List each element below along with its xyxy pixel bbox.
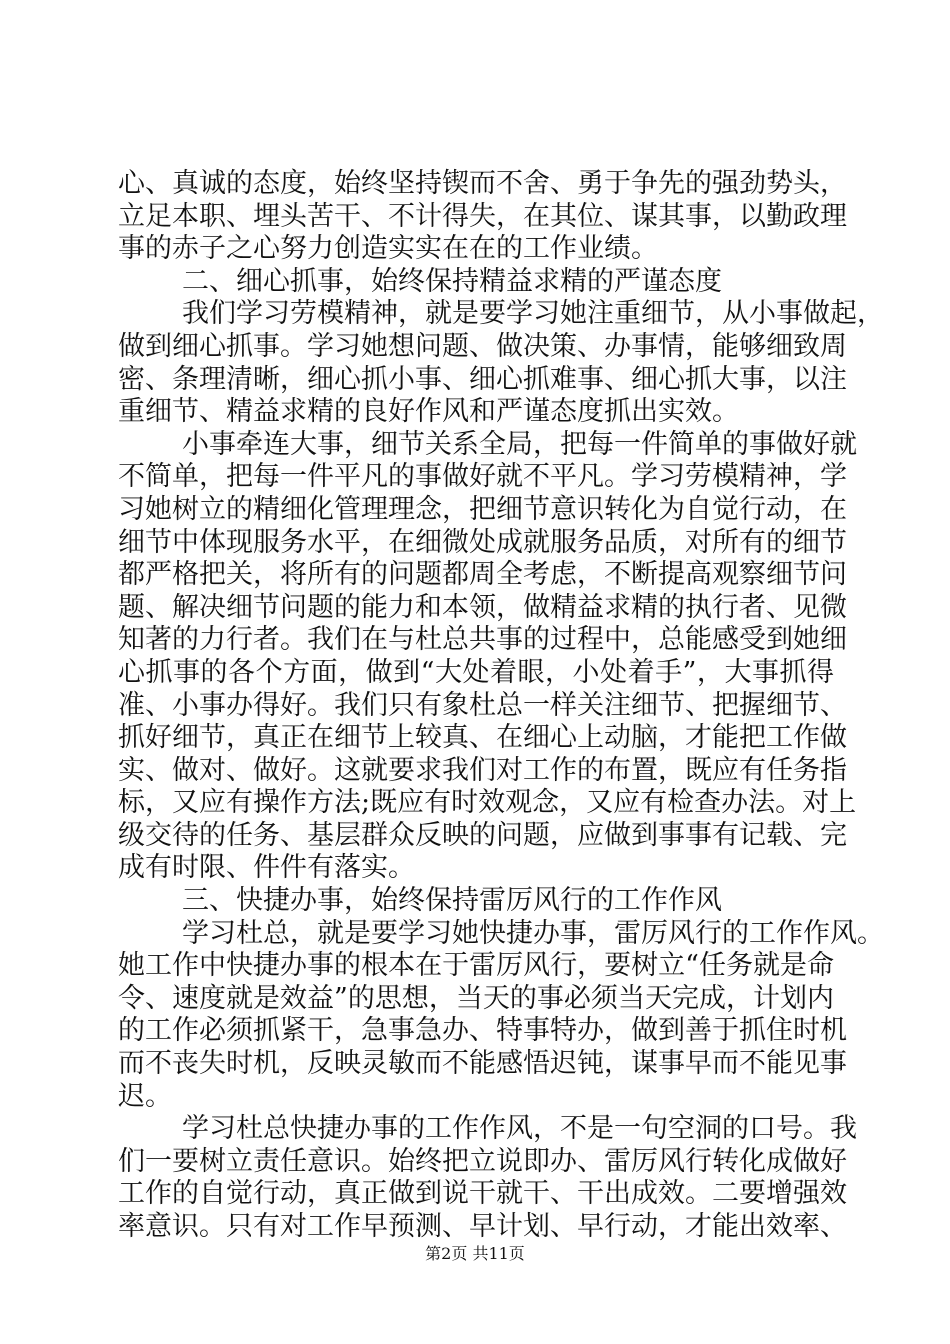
- text-line: 密、条理清晰，细心抓小事、细心抓难事、细心抓大事，以注: [118, 363, 847, 395]
- body-text: [118, 168, 884, 1244]
- text-line: 题、解决细节问题的能力和本领，做精益求精的执行者、见微: [118, 591, 847, 623]
- text-line: 我们学习劳模精神，就是要学习她注重细节，从小事做起，: [182, 298, 884, 330]
- text-line: 的工作必须抓紧干，急事急办、特事特办，做到善于抓住时机: [118, 1015, 847, 1047]
- text-line: 级交待的任务、基层群众反映的问题，应做到事事有记载、完: [118, 819, 847, 851]
- text-line: 心抓事的各个方面，做到“大处着眼，小处着手”，大事抓得: [118, 656, 834, 688]
- text-line: 她工作中快捷办事的根本在于雷厉风行，要树立“任务就是命: [118, 950, 834, 982]
- text-line: 工作的自觉行动，真正做到说干就干、干出成效。二要增强效: [118, 1178, 847, 1210]
- text-line: 学习杜总，就是要学习她快捷办事，雷厉风行的工作作风。: [182, 917, 884, 949]
- text-line: 成有时限、件件有落实。: [118, 852, 415, 884]
- text-line: 二、细心抓事，始终保持精益求精的严谨态度: [182, 265, 722, 297]
- text-line: 都严格把关，将所有的问题都周全考虑，不断提高观察细节问: [118, 559, 847, 591]
- text-line: 知著的力行者。我们在与杜总共事的过程中，总能感受到她细: [118, 624, 847, 656]
- text-line: 令、速度就是效益”的思想，当天的事必须当天完成，计划内: [118, 982, 834, 1014]
- text-line: 立足本职、埋头苦干、不计得失，在其位、谋其事，以勤政理: [118, 200, 847, 232]
- text-line: 准、小事办得好。我们只有象杜总一样关注细节、把握细节、: [118, 689, 847, 721]
- text-line: 不简单，把每一件平凡的事做好就不平凡。学习劳模精神，学: [118, 461, 847, 493]
- text-line: 实、做对、做好。这就要求我们对工作的布置，既应有任务指: [118, 754, 847, 786]
- text-line: 迟。: [118, 1080, 172, 1112]
- text-line: 心、真诚的态度，始终坚持锲而不舍、勇于争先的强劲势头，: [118, 168, 847, 199]
- text-line: 做到细心抓事。学习她想问题、做决策、办事情，能够细致周: [118, 330, 847, 362]
- text-line: 三、快捷办事，始终保持雷厉风行的工作作风: [182, 885, 722, 917]
- text-line: 小事牵连大事，细节关系全局，把每一件简单的事做好就: [182, 428, 857, 460]
- text-line: 学习杜总快捷办事的工作作风，不是一句空洞的口号。我: [182, 1113, 857, 1145]
- text-line: 标，又应有操作方法;既应有时效观念，又应有检查办法。对上: [118, 787, 857, 819]
- text-line: 抓好细节，真正在细节上较真、在细心上动脑，才能把工作做: [118, 722, 847, 754]
- text-line: 重细节、精益求精的良好作风和严谨态度抓出实效。: [118, 396, 739, 428]
- page-footer: 第2页 共11页: [425, 1244, 525, 1263]
- text-line: 事的赤子之心努力创造实实在在的工作业绩。: [118, 233, 658, 265]
- text-line: 们一要树立责任意识。始终把立说即办、雷厉风行转化成做好: [118, 1145, 847, 1177]
- text-line: 习她树立的精细化管理理念，把细节意识转化为自觉行动，在: [118, 493, 847, 525]
- text-line: 率意识。只有对工作早预测、早计划、早行动，才能出效率、: [118, 1211, 847, 1242]
- text-line: 细节中体现服务水平，在细微处成就服务品质，对所有的细节: [118, 526, 847, 558]
- text-line: 而不丧失时机，反映灵敏而不能感悟迟钝，谋事早而不能见事: [118, 1048, 847, 1080]
